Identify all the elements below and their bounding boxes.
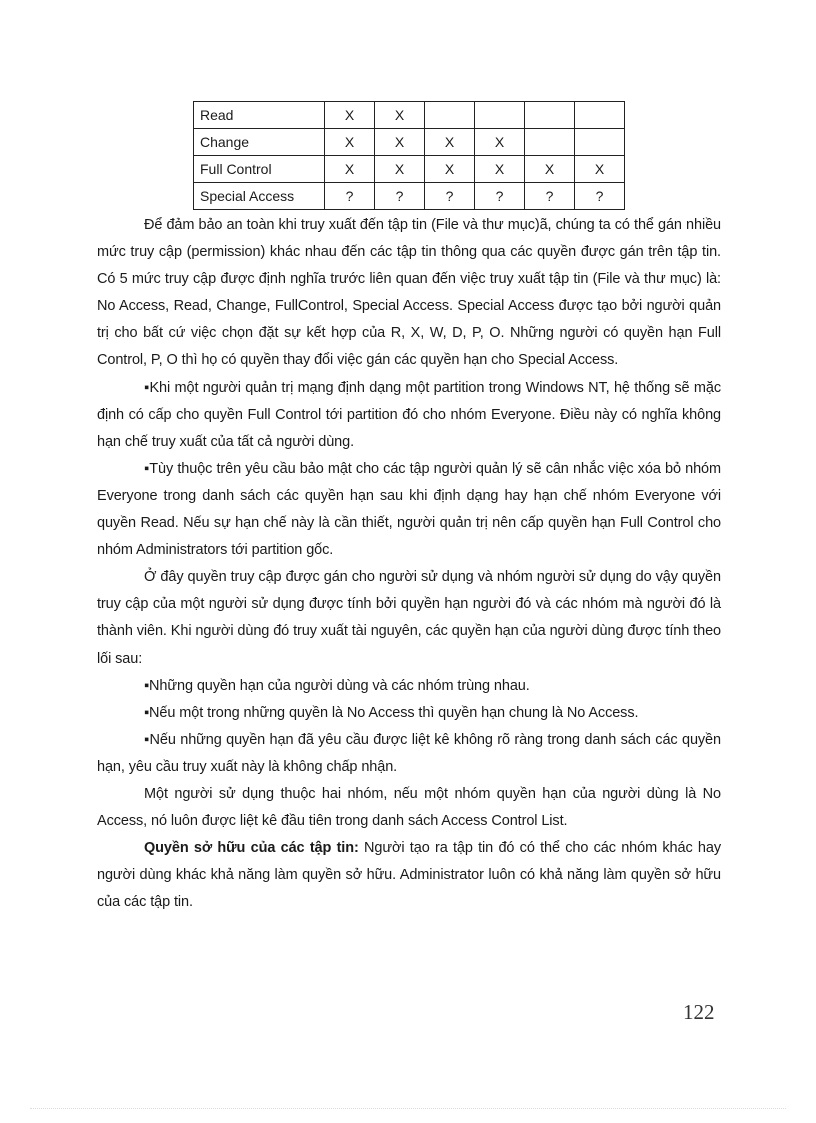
bullet-item-not-listed-text: Nếu những quyền hạn đã yêu cầu được liệt kê không rõ ràng trong danh sách các quyền hạn, yêu cầu truy xuất này là không chấp nhận. xyxy=(97,731,721,775)
bullet-item-not-listed xyxy=(97,727,721,781)
bullet-mark: ▪ xyxy=(144,731,150,748)
paragraph-two-groups: Một người sử dụng thuộc hai nhóm, nếu một nhóm quyền hạn của người dùng là No Access, nó luôn được liệt kê đầu tiên trong danh sách Access Control List. xyxy=(97,785,721,830)
paragraph-access-calculation: Ở đây quyền truy cập được gán cho người sử dụng và nhóm người sử dụng do vậy quyền truy cập của một người sử dụng được tính bởi quyền hạn người đó và các nhóm mà người đó là thành viên. Khi người dùng đó truy xuất tài nguyên, các quyền hạn của người dùng được tính theo lối sau: xyxy=(97,569,721,667)
row-label: Full Control xyxy=(194,156,325,183)
table-cell: ? xyxy=(425,183,475,210)
table-cell xyxy=(525,102,575,129)
table-cell: ? xyxy=(525,183,575,210)
ownership-heading: Quyền sở hữu của các tập tin: xyxy=(144,840,359,857)
bullet-mark: ▪ xyxy=(144,379,150,396)
table-cell: X xyxy=(325,102,375,129)
page-number: 122 xyxy=(683,1000,715,1024)
paragraph-format-partition-text: Khi một người quản trị mạng định dạng một partition trong Windows NT, hệ thống sẽ mặc định có cấp cho quyền Full Control tới partition đó cho nhóm Everyone. Điều này có nghĩa không hạn chế truy xuất của tất cả người dùng. xyxy=(97,379,721,450)
table-cell: X xyxy=(475,156,525,183)
permissions-table-body xyxy=(194,102,625,210)
table-cell: X xyxy=(475,129,525,156)
paragraph-security-requirements-text: Tùy thuộc trên yêu cầu bảo mật cho các tập người quản lý sẽ cân nhắc việc xóa bỏ nhóm Everyone trong danh sách các quyền hạn sau khi định dạng hay hạn chế nhóm Everyone với quyền Read. Nếu sự hạn chế này là cần thiết, người quản trị nên cấp quyền hạn Full Control cho nhóm Administrators tới partition gốc. xyxy=(97,460,721,559)
paragraph-format-partition xyxy=(97,375,721,456)
table-cell: X xyxy=(525,156,575,183)
body-text xyxy=(97,212,721,916)
permissions-table xyxy=(193,101,625,210)
bullet-item-overlap-text: Những quyền hạn của người dùng và các nhóm trùng nhau. xyxy=(149,677,530,694)
table-cell: X xyxy=(375,129,425,156)
table-cell: ? xyxy=(575,183,625,210)
bullet-item-no-access xyxy=(97,700,721,727)
bullet-mark: ▪ xyxy=(144,677,150,694)
table-cell: ? xyxy=(475,183,525,210)
table-cell: X xyxy=(325,129,375,156)
paragraph-file-ownership xyxy=(97,835,721,916)
table-cell xyxy=(475,102,525,129)
table-row xyxy=(194,156,625,183)
row-label: Read xyxy=(194,102,325,129)
table-cell: X xyxy=(375,156,425,183)
table-cell: ? xyxy=(325,183,375,210)
table-row xyxy=(194,183,625,210)
row-label: Special Access xyxy=(194,183,325,210)
paragraph-security-requirements xyxy=(97,456,721,564)
bullet-mark: ▪ xyxy=(144,460,150,477)
table-cell xyxy=(425,102,475,129)
table-cell xyxy=(575,129,625,156)
bullet-item-overlap xyxy=(97,673,721,700)
footer-divider xyxy=(30,1108,786,1109)
table-cell: ? xyxy=(375,183,425,210)
table-cell xyxy=(575,102,625,129)
table-cell: X xyxy=(575,156,625,183)
table-row xyxy=(194,102,625,129)
row-label: Change xyxy=(194,129,325,156)
ownership-text: Người tạo ra tập tin đó có thể cho các nhóm khác hay người dùng khác khả năng làm quyền sở hữu. Administrator luôn có khả năng làm quyền sở hữu của các tập tin. xyxy=(97,840,722,911)
table-cell: X xyxy=(325,156,375,183)
table-cell: X xyxy=(425,156,475,183)
table-cell xyxy=(525,129,575,156)
table-cell: X xyxy=(425,129,475,156)
table-cell: X xyxy=(375,102,425,129)
paragraph-permissions-intro: Để đảm bảo an toàn khi truy xuất đến tập tin (File và thư mục)ã, chúng ta có thể gán nhiều mức truy cập (permission) khác nhau đến các tập tin thông qua các quyền được gán trên tập tin. Có 5 mức truy cập được định nghĩa trước liên quan đến việc truy xuất tập tin (File và thư mục) là: No Access, Read, Change, FullControl, Special Access. Special Access được tạo bởi người quản trị cho bất cứ việc chọn đặt sự kết hợp của R, X, W, D, P, O. Những người có quyền hạn Full Control, P, O thì họ có quyền thay đổi việc gán các quyền hạn cho Special Access. xyxy=(97,217,721,369)
bullet-item-no-access-text: Nếu một trong những quyền là No Access thì quyền hạn chung là No Access. xyxy=(149,704,639,721)
table-row xyxy=(194,129,625,156)
bullet-mark: ▪ xyxy=(144,704,150,721)
